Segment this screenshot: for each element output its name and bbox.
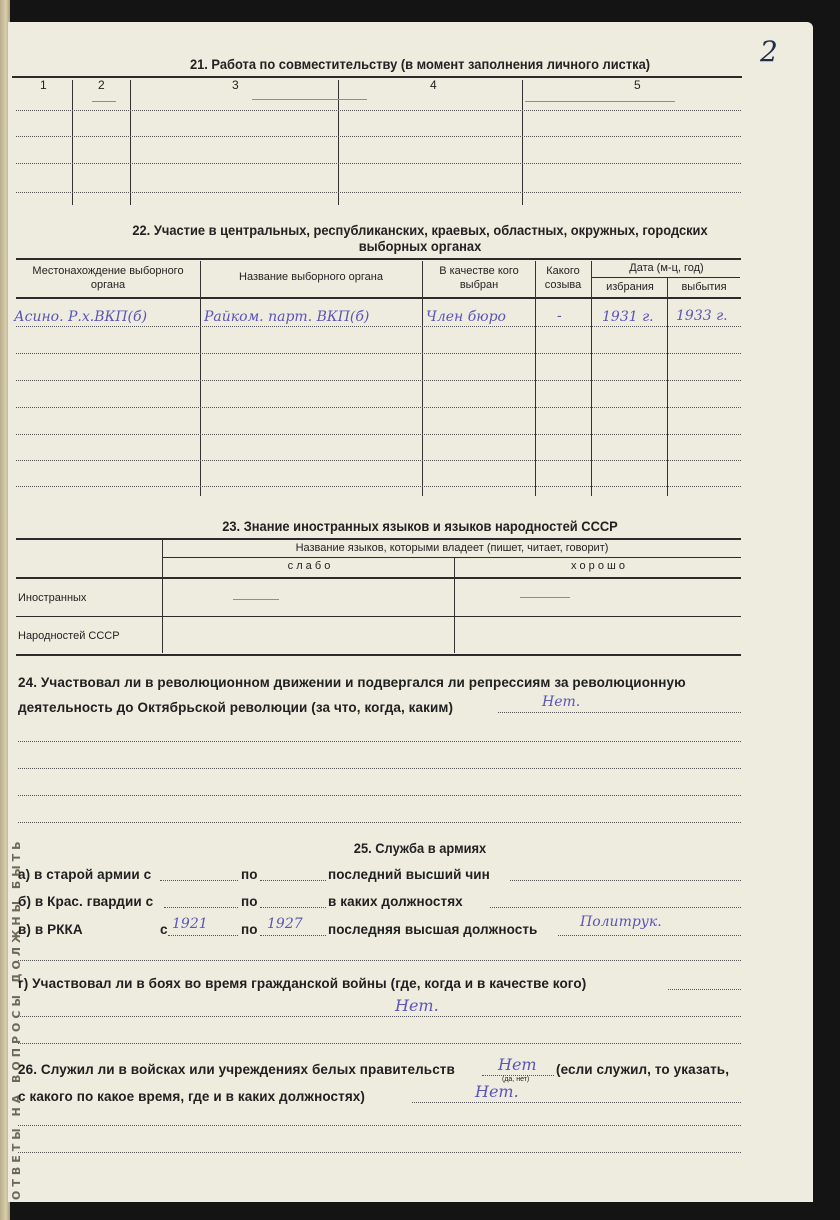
table-row-line[interactable] xyxy=(16,380,741,381)
cell-name[interactable]: Райком. парт. ВКП(б) xyxy=(204,309,370,325)
cell-foreign-good[interactable] xyxy=(520,597,570,598)
page-number: 2 xyxy=(760,35,778,68)
dash-mark xyxy=(525,101,675,102)
red-guard-from[interactable] xyxy=(164,907,238,908)
rkka-from[interactable]: 1921 xyxy=(172,916,208,932)
red-guard-to-label: по xyxy=(241,894,258,909)
header-elected: избрания xyxy=(606,281,654,293)
good-header: х о р о ш о xyxy=(570,560,626,572)
divider xyxy=(12,76,742,78)
section25-title: 25. Служба в армиях xyxy=(353,840,487,856)
answer-line[interactable] xyxy=(18,1043,741,1044)
section26-line1-end: (если служил, то указать, xyxy=(556,1062,730,1077)
weak-header: с л а б о xyxy=(287,560,331,572)
col-divider xyxy=(522,80,523,205)
cell-role[interactable]: Член бюро xyxy=(426,309,506,325)
cell-convocation[interactable]: - xyxy=(557,308,562,324)
answer-line[interactable] xyxy=(18,1016,741,1017)
divider xyxy=(592,277,740,278)
rkka-position[interactable]: Политрук. xyxy=(580,914,662,930)
answer-line[interactable] xyxy=(18,795,741,796)
rkka-from-line xyxy=(168,935,238,936)
table-row-line[interactable] xyxy=(16,460,741,461)
answer-line[interactable] xyxy=(18,741,741,742)
col-5-header: 5 xyxy=(634,78,641,92)
white-details-line xyxy=(412,1102,741,1103)
red-guard-positions[interactable] xyxy=(490,907,741,908)
margin-note: ОТВЕТЫ НА ВОПРОСЫ ДОЛЖНЫ БЫТЬ xyxy=(10,837,23,1200)
divider xyxy=(16,654,741,656)
answer-line[interactable] xyxy=(18,822,741,823)
form-sheet xyxy=(8,22,813,1202)
table-row-line[interactable] xyxy=(16,353,741,354)
col-1-header: 1 xyxy=(40,78,47,92)
army-old-label: а) в старой армии с xyxy=(18,867,152,882)
section24-answer[interactable]: Нет. xyxy=(542,694,581,710)
col-divider xyxy=(72,80,73,205)
red-guard-label: б) в Крас. гвардии с xyxy=(18,894,154,909)
answer-line[interactable] xyxy=(16,110,741,111)
answer-line[interactable] xyxy=(18,1152,741,1153)
header-location: Местонахождение выборного органа xyxy=(32,265,184,291)
col-4-header: 4 xyxy=(430,78,437,92)
row-ussr-label: Народностей СССР xyxy=(18,630,120,642)
dash-mark xyxy=(92,101,116,102)
answer-line[interactable] xyxy=(16,136,741,137)
divider xyxy=(16,538,741,540)
divider xyxy=(16,297,741,299)
civil-war-answer[interactable]: Нет. xyxy=(395,996,439,1015)
section26-line2: с какого по какое время, где и в каких должностях) xyxy=(18,1089,365,1104)
army-old-rank[interactable] xyxy=(510,880,741,881)
army-old-to[interactable] xyxy=(260,880,326,881)
red-guard-to[interactable] xyxy=(260,907,326,908)
red-guard-positions-label: в каких должностях xyxy=(328,894,463,909)
section24-line1: 24. Участвовал ли в революционном движении и подвергался ли репрессиям за революционную xyxy=(18,675,686,690)
header-name: Название выборного органа xyxy=(239,271,383,283)
rkka-position-label: последняя высшая должность xyxy=(328,922,538,937)
table-row-line[interactable] xyxy=(16,326,741,327)
yesno-hint: (да, нет) xyxy=(502,1076,530,1083)
army-old-rank-label: последний высший чин xyxy=(328,867,490,882)
row-foreign-label: Иностранных xyxy=(18,592,87,604)
dash-mark xyxy=(252,99,367,100)
answer-line[interactable] xyxy=(16,192,741,193)
answer-line[interactable] xyxy=(18,768,741,769)
divider xyxy=(16,577,741,579)
white-service-answer[interactable]: Нет xyxy=(498,1055,537,1074)
cell-elected[interactable]: 1931 г. xyxy=(602,309,654,325)
rkka-to[interactable]: 1927 xyxy=(267,916,303,932)
header-convocation: Какого созыва xyxy=(544,265,582,291)
rkka-position-line xyxy=(558,935,741,936)
civil-war-label: г) Участвовал ли в боях во время гражданской войны (где, когда и в качестве кого) xyxy=(18,976,587,991)
col-3-header: 3 xyxy=(232,78,239,92)
section22-title-line1: 22. Участие в центральных, республиканских, краевых, областных, окружных, городских xyxy=(132,222,708,238)
col-divider xyxy=(130,80,131,205)
army-old-from[interactable] xyxy=(160,880,238,881)
col-divider xyxy=(454,558,455,653)
divider xyxy=(16,616,741,617)
section22-title-line2: выборных органах xyxy=(358,238,482,254)
section21-title: 21. Работа по совместительству (в момент заполнения личного листка) xyxy=(189,56,651,72)
army-old-to-label: по xyxy=(241,867,258,882)
cell-left[interactable]: 1933 г. xyxy=(676,308,728,324)
table-row-line[interactable] xyxy=(16,434,741,435)
answer-line[interactable] xyxy=(18,960,741,961)
rkka-to-label: по xyxy=(241,922,258,937)
answer-line[interactable] xyxy=(498,712,741,713)
rkka-label: в) в РККА xyxy=(18,922,83,937)
divider xyxy=(16,258,741,260)
header-date: Дата (м-ц, год) xyxy=(629,262,704,274)
table-row-line[interactable] xyxy=(16,486,741,487)
header-role: В качестве кого выбран xyxy=(439,265,519,291)
header-left: выбытия xyxy=(681,281,727,293)
white-details-answer[interactable]: Нет. xyxy=(475,1082,519,1101)
rkka-to-line xyxy=(260,935,326,936)
rkka-from-prefix: с xyxy=(160,922,168,937)
col-2-header: 2 xyxy=(98,78,105,92)
cell-location[interactable]: Асино. Р.х.ВКП(б) xyxy=(14,309,148,325)
cell-foreign-weak[interactable] xyxy=(233,599,279,600)
table-row-line[interactable] xyxy=(16,407,741,408)
answer-line[interactable] xyxy=(16,163,741,164)
answer-line[interactable] xyxy=(668,989,741,990)
section24-line2: деятельность до Октябрьской революции (за что, когда, каким) xyxy=(18,700,454,715)
section26-line1-start: 26. Служил ли в войсках или учреждениях белых правительств xyxy=(18,1062,455,1077)
answer-line[interactable] xyxy=(18,1125,741,1126)
col-divider xyxy=(667,278,668,496)
languages-header: Название языков, которыми владеет (пишет, читает, говорит) xyxy=(295,542,609,554)
divider xyxy=(163,557,741,558)
section23-title: 23. Знание иностранных языков и языков народностей СССР xyxy=(222,518,618,534)
